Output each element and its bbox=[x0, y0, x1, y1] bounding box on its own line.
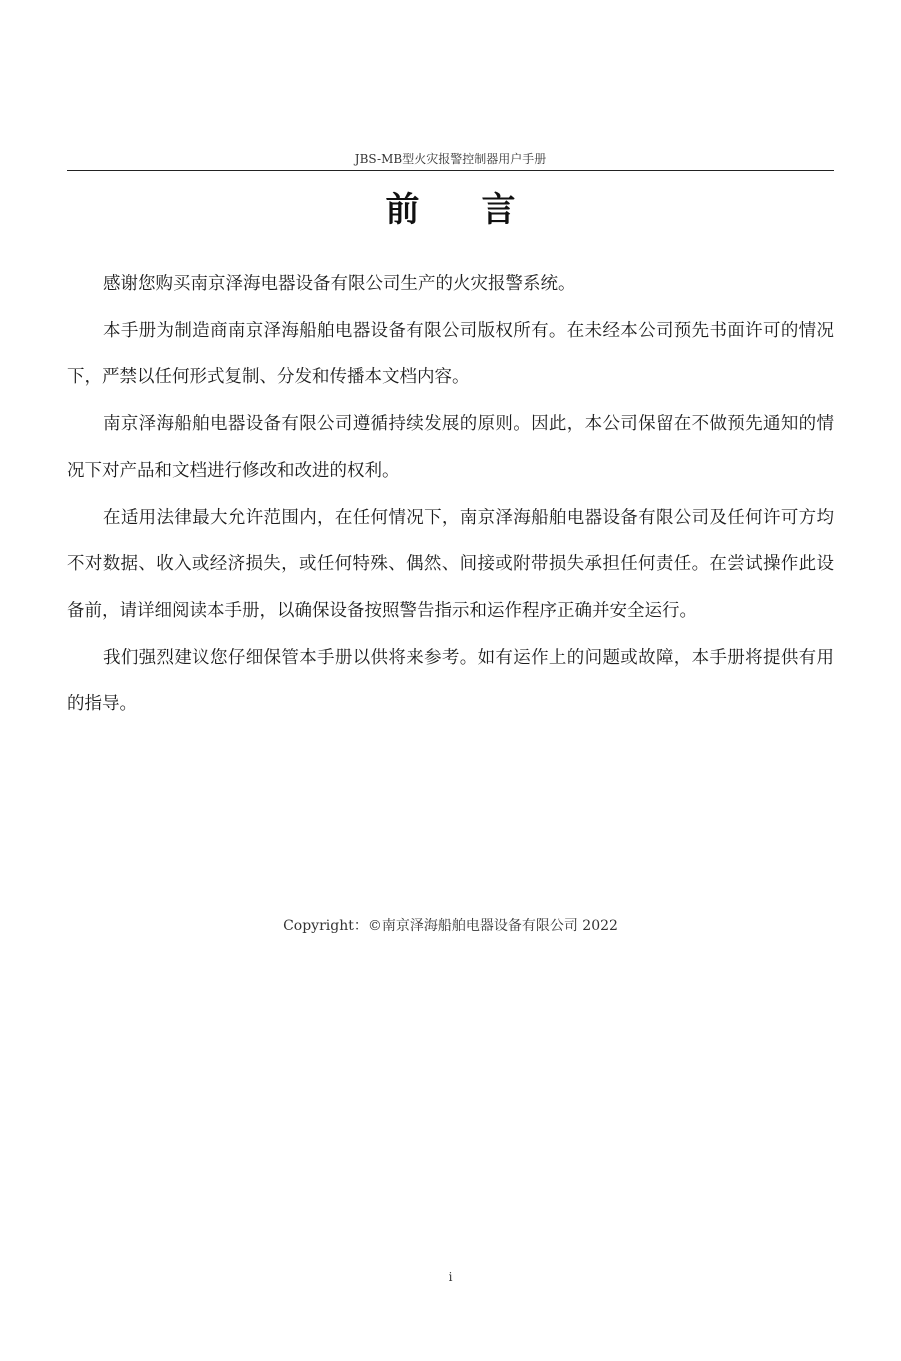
paragraph-copyright-notice: 本手册为制造商南京泽海船舶电器设备有限公司版权所有。在未经本公司预先书面许可的情况下，严禁以任何形式复制、分发和传播本文档内容。 bbox=[67, 320, 834, 388]
preface-body bbox=[67, 261, 834, 728]
running-header: JBS-MB型火灾报警控制器用户手册 bbox=[354, 152, 547, 166]
paragraph-thanks: 感谢您购买南京泽海电器设备有限公司生产的火灾报警系统。 bbox=[103, 274, 576, 294]
paragraph-keep-manual: 我们强烈建议您仔细保管本手册以供将来参考。如有运作上的问题或故障，本手册将提供有用的指导。 bbox=[67, 647, 834, 715]
page-number: i bbox=[448, 1270, 453, 1284]
header-divider bbox=[67, 170, 834, 171]
page-title: 前言 bbox=[385, 190, 578, 230]
copyright-line: Copyright：©南京泽海船舶电器设备有限公司 2022 bbox=[283, 918, 618, 934]
paragraph-liability: 在适用法律最大允许范围内，在任何情况下，南京泽海船舶电器设备有限公司及任何许可方均不对数据、收入或经济损失，或任何特殊、偶然、间接或附带损失承担任何责任。在尝试操作此设备前，请详细阅读本手册，以确保设备按照警告指示和运作程序正确并安全运行。 bbox=[67, 507, 834, 621]
paragraph-continuous-development: 南京泽海船舶电器设备有限公司遵循持续发展的原则。因此，本公司保留在不做预先通知的情况下对产品和文档进行修改和改进的权利。 bbox=[67, 414, 834, 481]
